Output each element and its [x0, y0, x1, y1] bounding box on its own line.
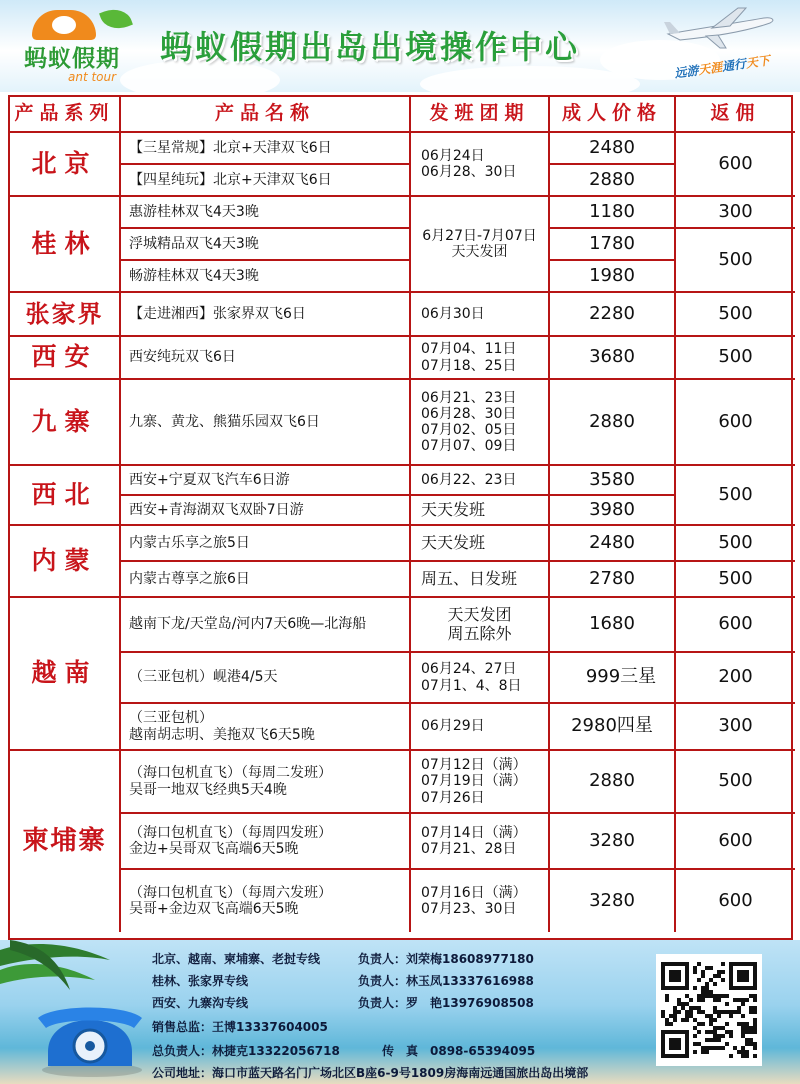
slogan-part: 天下: [744, 53, 771, 71]
commission: 500: [676, 562, 795, 598]
product-name: 九寨、黄龙、熊猫乐园双飞6日: [121, 380, 411, 466]
departure-dates: 07月16日（满） 07月23、30日: [411, 870, 550, 932]
departure-dates: 周五、日发班: [411, 562, 550, 598]
commission: 600: [676, 598, 795, 653]
logo-subtext: ant tour: [68, 70, 117, 84]
product-name: （海口包机直飞）（每周四发班） 金边+吴哥双飞高端6天5晚: [121, 814, 411, 870]
product-name: 畅游桂林双飞4天3晚: [121, 261, 411, 293]
commission: 600: [676, 133, 795, 197]
category-vietnam: 越南: [10, 598, 121, 751]
leaf-icon: [99, 4, 133, 34]
commission: 600: [676, 814, 795, 870]
qr-code-icon: [660, 958, 758, 1062]
adult-price: 2880: [550, 380, 676, 466]
category-neimeng: 内蒙: [10, 526, 121, 598]
adult-price: 999三星: [550, 653, 676, 704]
category-cambodia: 柬埔寨: [10, 751, 121, 932]
departure-dates: 06月30日: [411, 293, 550, 337]
commission: 300: [676, 704, 795, 751]
commission: 500: [676, 229, 795, 293]
contact-footer: [0, 940, 800, 1084]
product-name: 西安+青海湖双飞双卧7日游: [121, 496, 411, 526]
departure-dates: 07月12日（满） 07月19日（满） 07月26日: [411, 751, 550, 814]
general-manager: 总负责人：林捷克13322056718: [152, 1044, 340, 1058]
departure-dates: 天天发班: [411, 496, 550, 526]
commission: 500: [676, 751, 795, 814]
departure-dates: 6月27日-7月07日 天天发团: [411, 197, 550, 293]
adult-price: 2880: [550, 165, 676, 197]
commission: 600: [718, 889, 753, 911]
departure-dates: 06月21、23日 06月28、30日 07月02、05日 07月07、09日: [411, 380, 550, 466]
ant-tour-logo: [6, 4, 146, 88]
product-name: （三亚包机）岘港4/5天: [121, 653, 411, 704]
adult-price: 2480: [550, 133, 676, 165]
commission: 500: [676, 466, 795, 526]
departure-dates: 06月29日: [411, 704, 550, 751]
product-name: 越南下龙/天堂岛/河内7天6晚—北海船: [121, 598, 411, 653]
product-name: 西安+宁夏双飞汽车6日游: [121, 466, 411, 496]
product-name: （三亚包机） 越南胡志明、美拖双飞6天5晚: [121, 704, 411, 751]
adult-price: 3680: [550, 337, 676, 380]
product-name: 内蒙古尊享之旅6日: [121, 562, 411, 598]
departure-dates: 天天发团 周五除外: [411, 598, 550, 653]
adult-price: 2880: [550, 751, 676, 814]
product-table: [8, 95, 793, 940]
departure-dates: 06月24日 06月28、30日: [411, 133, 550, 197]
contact-line-person: 负责人：罗 艳13976908508: [358, 996, 534, 1010]
slogan-part: 远游: [673, 63, 700, 81]
adult-price: 2780: [550, 562, 676, 598]
category-beijing: 北京: [10, 133, 121, 197]
telephone-icon: [34, 1000, 144, 1078]
slogan-part: 通行: [721, 56, 747, 74]
qr-code: [656, 954, 762, 1066]
departure-dates: 06月22、23日: [411, 466, 550, 496]
header-commission: 返佣: [676, 97, 795, 133]
contact-line-route: 西安、九寨沟专线: [152, 996, 249, 1010]
contact-info: [152, 946, 652, 1082]
product-name: 【走进湘西】张家界双飞6日: [121, 293, 411, 337]
commission: 600: [676, 380, 795, 466]
adult-price: 1680: [550, 598, 676, 653]
contact-line-person: 负责人：林玉凤13337616988: [358, 974, 534, 988]
logo-text: 蚂蚁假期: [24, 46, 120, 72]
header-departure-dates: 发班团期: [411, 97, 550, 133]
adult-price: 3280: [550, 814, 676, 870]
category-guilin: 桂林: [10, 197, 121, 293]
adult-price: 2280: [550, 293, 676, 337]
airplane-icon: [660, 4, 780, 52]
departure-dates: 07月14日（满） 07月21、28日: [411, 814, 550, 870]
adult-price: 3280: [550, 870, 676, 932]
adult-price: 3580: [550, 466, 676, 496]
adult-price: 1180: [550, 197, 676, 229]
header-adult-price: 成人价格: [550, 97, 676, 133]
contact-line-person: 负责人：刘荣梅18608977180: [358, 952, 534, 966]
departure-dates: 06月24、27日 07月1、4、8日: [411, 653, 550, 704]
page-header: [0, 0, 800, 92]
category-zhangjiajie: 张家界: [10, 293, 121, 337]
product-name: 惠游桂林双飞4天3晚: [121, 197, 411, 229]
category-xian: 西安: [10, 337, 121, 380]
fax-number: 传 真 0898-65394095: [382, 1044, 536, 1058]
ant-icon: [32, 10, 96, 40]
adult-price: 2480: [550, 526, 676, 562]
commission: 200: [676, 653, 795, 704]
departure-dates: 07月04、11日 07月18、25日: [411, 337, 550, 380]
contact-line-route: 北京、越南、柬埔寨、老挝专线: [152, 952, 321, 966]
product-name: 内蒙古乐享之旅5日: [121, 526, 411, 562]
page-title: 蚂蚁假期出岛出境操作中心: [160, 28, 581, 66]
header-product-name: 产品名称: [121, 97, 411, 133]
category-jiuzhai: 九寨: [10, 380, 121, 466]
contact-line-route: 桂林、张家界专线: [152, 974, 249, 988]
product-name: （海口包机直飞）（每周二发班） 吴哥一地双飞经典5天4晚: [121, 751, 411, 814]
product-name: 西安纯玩双飞6日: [121, 337, 411, 380]
commission: 500: [676, 526, 795, 562]
commission: 500: [676, 337, 795, 380]
adult-price: 1780: [550, 229, 676, 261]
slogan-part: 天涯: [697, 60, 724, 78]
company-address: 公司地址：海口市蓝天路名门广场北区B座6-9号1809房海南远通国旅出岛出境部: [152, 1066, 589, 1080]
product-name: （海口包机直飞）（每周六发班） 吴哥+金边双飞高端6天5晚: [121, 870, 411, 932]
product-name: 【三星常规】北京+天津双飞6日: [121, 133, 411, 165]
product-name: 【四星纯玩】北京+天津双飞6日: [121, 165, 411, 197]
adult-price: 1980: [550, 261, 676, 293]
departure-dates: 天天发班: [411, 526, 550, 562]
commission: 300: [676, 197, 795, 229]
adult-price: 3980: [550, 496, 676, 526]
product-name: 浮城精品双飞4天3晚: [121, 229, 411, 261]
commission: 500: [676, 293, 795, 337]
sales-director: 销售总监：王博13337604005: [152, 1020, 328, 1034]
category-xibei: 西北: [10, 466, 121, 526]
header-series: 产品系列: [10, 97, 121, 133]
adult-price: 2980四星: [550, 704, 676, 751]
